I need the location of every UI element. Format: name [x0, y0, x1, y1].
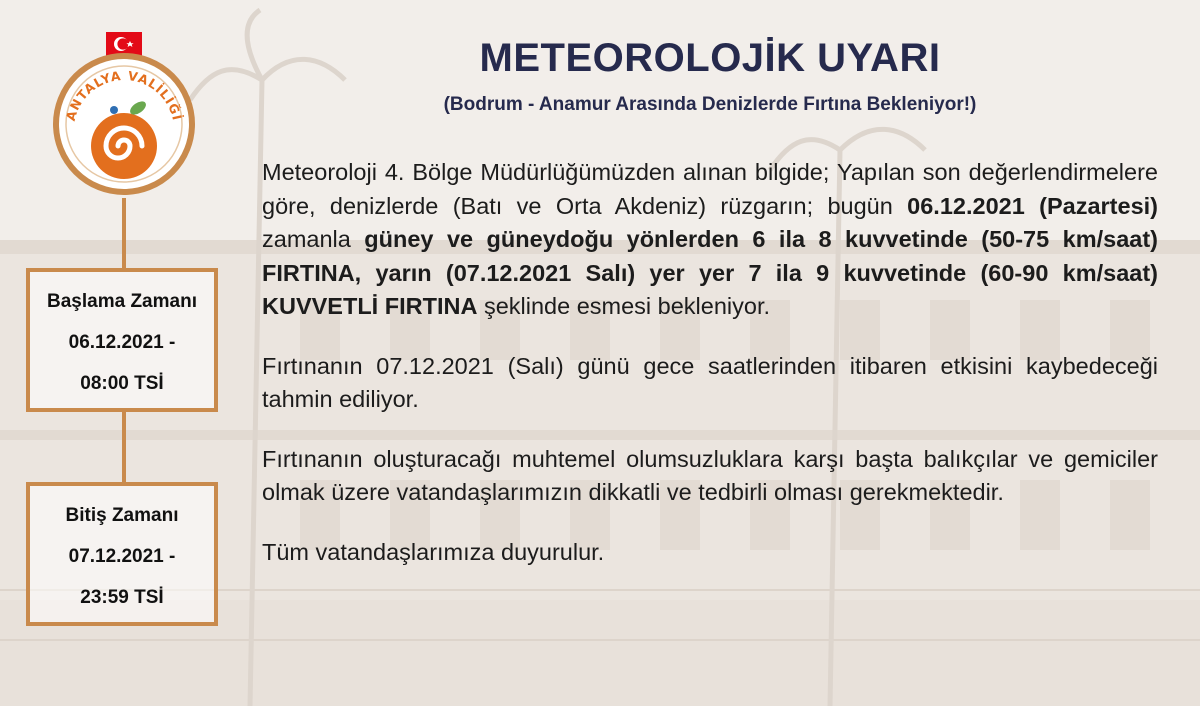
date-highlight: 06.12.2021 (Pazartesi)	[907, 192, 1158, 219]
start-time-hour: 08:00 TSİ	[80, 373, 164, 394]
svg-text:ANTALYA VALİLİĞİ: ANTALYA VALİLİĞİ	[62, 67, 186, 123]
page-subtitle: (Bodrum - Anamur Arasında Denizlerde Fırtına Bekleniyor!)	[443, 94, 977, 115]
end-time-label: Bitiş Zamanı	[65, 505, 179, 526]
storm-highlight: güney ve güneydoğu yönlerden 6 ila 8 kuvvetinde (50-75 km/saat) FIRTINA, yarın (07.12.2021 Salı) yer yer 7 ila 9 kuvvetinde (60-90 km/saat) KUVVETLİ FIRTINA	[262, 226, 1158, 319]
end-time-hour: 23:59 TSİ	[80, 587, 164, 608]
timeline-connector-top	[122, 198, 126, 268]
paragraph-closing: Tüm vatandaşlarımıza duyurulur.	[262, 538, 605, 565]
paragraph-caution: Fırtınanın oluşturacağı muhtemel olumsuzluklara karşı başta balıkçılar ve gemiciler olmak üzere vatandaşlarımızın dikkatli ve tedbirli olması gerekmektedir.	[262, 445, 1158, 505]
timeline-connector-middle	[122, 412, 126, 482]
paragraph-forecast: Meteoroloji 4. Bölge Müdürlüğümüzden alınan bilgide; Yapılan son değerlendirmelere göre, denizlerde (Batı ve Orta Akdeniz) rüzgarın; bugün 06.12.2021 (Pazartesi) zamanla güney ve güneydoğu yönlerden 6 ila 8 kuvvetinde (50-75 km/saat) FIRTINA, yarın (07.12.2021 Salı) yer yer 7 ila 9 kuvvetinde (60-90 km/saat) KUVVETLİ FIRTINA şeklinde esmesi bekleniyor.	[262, 159, 1158, 319]
announcement-body	[262, 156, 1158, 595]
end-time-date: 07.12.2021 -	[68, 546, 176, 567]
paragraph-end-estimate: Fırtınanın 07.12.2021 (Salı) günü gece saatlerinden itibaren etkisini kaybedeceği tahmin ediliyor.	[262, 352, 1158, 412]
start-time-box	[26, 268, 218, 412]
start-time-date: 06.12.2021 -	[68, 332, 176, 353]
end-time-box	[26, 482, 218, 626]
start-time-label: Başlama Zamanı	[47, 291, 197, 312]
page-title: METEOROLOJİK UYARI	[479, 36, 941, 80]
antalya-valiligi-logo	[42, 30, 206, 200]
